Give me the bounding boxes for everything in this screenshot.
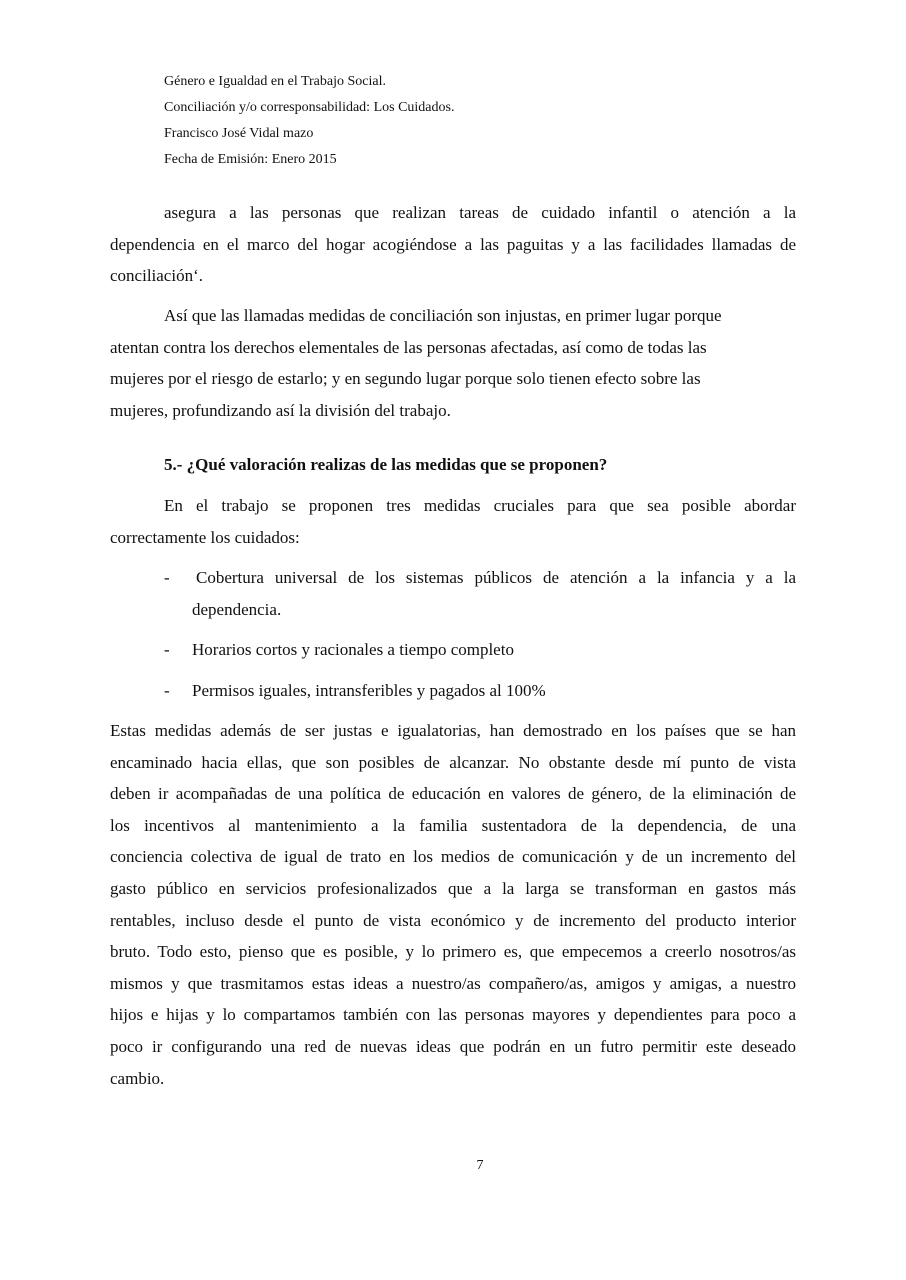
paragraph-line: Estas medidas además de ser justas e igualatorias, han demostrado en los países que se han [110, 721, 796, 740]
header-line: Francisco José Vidal mazo [164, 126, 314, 141]
list-item-line: Horarios cortos y racionales a tiempo completo [192, 640, 514, 659]
paragraph-line: gasto público en servicios profesionalizados que a la larga se transforman en gastos más [110, 878, 796, 898]
paragraph [110, 197, 796, 292]
paragraph-line: correctamente los cuidados: [110, 527, 300, 547]
list-item-line: Cobertura universal de los sistemas públicos de atención a la infancia y a la [196, 568, 796, 587]
section-heading: 5.- ¿Qué valoración realizas de las medidas que se proponen? [164, 455, 608, 474]
paragraph-line: deben ir acompañadas de una política de educación en valores de género, de la eliminación de [110, 784, 796, 804]
running-header [164, 69, 454, 173]
list-item-line: Permisos iguales, intransferibles y pagados al 100% [192, 681, 546, 700]
header-line: Género e Igualdad en el Trabajo Social. [164, 74, 386, 89]
paragraph-line: encaminado hacia ellas, que son posibles de alcanzar. No obstante desde mí punto de vista [110, 752, 796, 772]
list-item [164, 562, 796, 625]
paragraph-line: poco ir configurando una red de nuevas ideas que podrán en un futro permitir este deseado [110, 1036, 796, 1056]
list-bullet: - [164, 568, 170, 587]
paragraph-line: mismos y que trasmitamos estas ideas a nuestro/as compañero/as, amigos y amigas, a nuestro [110, 973, 796, 993]
paragraph-line: mujeres por el riesgo de estarlo; y en segundo lugar porque solo tienen efecto sobre las [110, 369, 701, 389]
paragraph-line: En el trabajo se proponen tres medidas cruciales para que sea posible abordar [164, 496, 796, 515]
page-number: 7 [476, 1158, 484, 1173]
header-line: Conciliación y/o corresponsabilidad: Los Cuidados. [164, 100, 455, 115]
paragraph-line: dependencia en el marco del hogar acogiéndose a las paguitas y a las facilidades llamadas de [110, 234, 796, 254]
paragraph [110, 490, 796, 553]
list-item [164, 634, 796, 666]
paragraph-line: conciencia colectiva de igual de trato en los medios de comunicación y de un incremento del [110, 847, 796, 867]
list-item [164, 675, 796, 707]
paragraph [110, 300, 796, 426]
paragraph-line: cambio. [110, 1068, 165, 1088]
paragraph-line: rentables, incluso desde el punto de vista económico y de incremento del producto interior [110, 910, 796, 930]
paragraph-line: asegura a las personas que realizan tareas de cuidado infantil o atención a la [164, 203, 796, 222]
list-bullet: - [164, 681, 170, 700]
header-line: Fecha de Emisión: Enero 2015 [164, 152, 337, 167]
paragraph-line: conciliación‘. [110, 266, 203, 286]
list-item-line: dependencia. [192, 599, 282, 619]
paragraph-line: los incentivos al mantenimiento a la familia sustentadora de la dependencia, de una [110, 815, 796, 835]
paragraph-line: atentan contra los derechos elementales de las personas afectadas, así como de todas las [110, 337, 707, 357]
paragraph [110, 715, 796, 1094]
paragraph-line: Así que las llamadas medidas de conciliación son injustas, en primer lugar porque [164, 306, 722, 325]
paragraph-line: mujeres, profundizando así la división del trabajo. [110, 400, 451, 420]
paragraph-line: bruto. Todo esto, pienso que es posible, y lo primero es, que empecemos a creerlo nosotros/as [110, 942, 796, 962]
list-bullet: - [164, 640, 170, 659]
paragraph-line: hijos e hijas y lo compartamos también con las personas mayores y dependientes para poco a [110, 1005, 796, 1025]
